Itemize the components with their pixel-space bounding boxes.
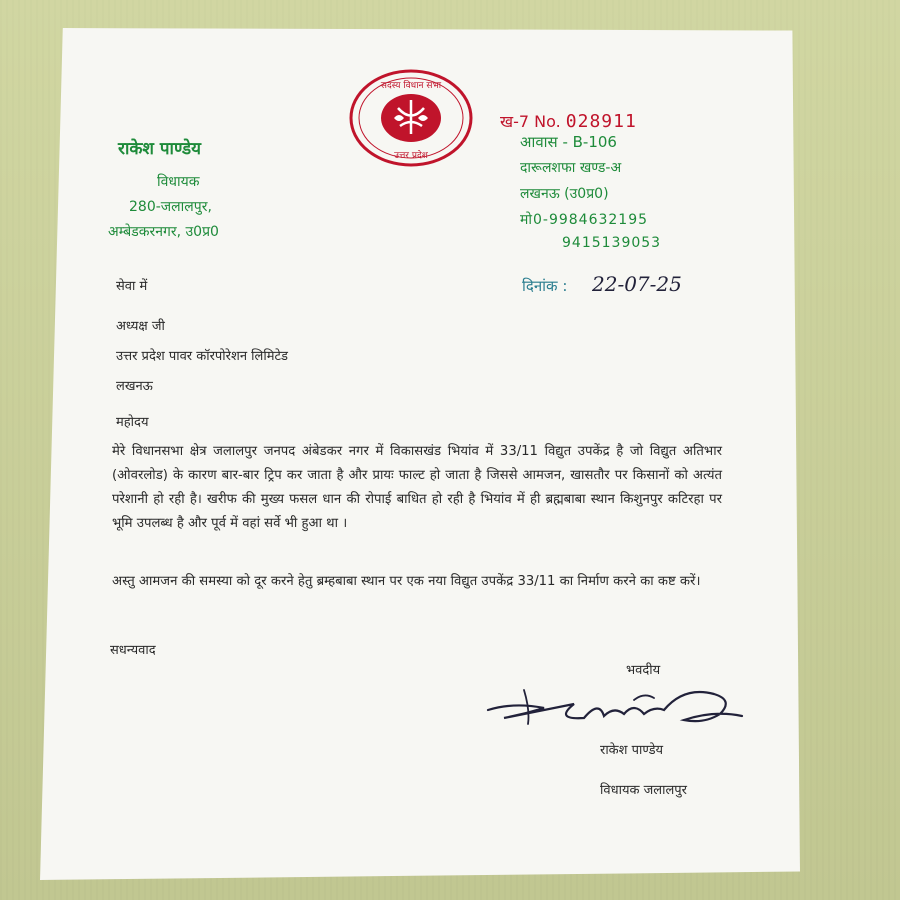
signatory-name: राकेश पाण्डेय	[600, 743, 664, 758]
mobile-line-2: 9415139053	[562, 235, 662, 251]
address-line-1: आवास - B-106	[520, 133, 617, 151]
serial-no-label: No.	[534, 112, 561, 131]
letterhead-district: अम्बेडकरनगर, उ0प्र0	[108, 224, 219, 240]
serial-prefix: ख-7	[500, 112, 530, 131]
signature-icon	[484, 680, 746, 734]
recipient-title: अध्यक्ष जी	[116, 319, 165, 334]
signatory-designation: विधायक जलालपुर	[600, 783, 687, 798]
recipient-organization: उत्तर प्रदेश पावर कॉरपोरेशन लिमिटेड	[116, 349, 289, 364]
mobile-line-1: मो0-9984632195	[520, 212, 649, 228]
serial-value: 028911	[565, 111, 637, 132]
closing-thanks: सधन्यवाद	[110, 643, 156, 658]
address-line-2: दारूलशफा खण्ड-अ	[520, 160, 622, 176]
body-paragraph-2: अस्तु आमजन की समस्या को दूर करने हेतु ब्रम्हबाबा स्थान पर एक नया विद्युत उपकेंद्र 33/11 का निर्माण करने का कष्ट करें।	[112, 574, 701, 589]
serial-number	[500, 110, 637, 132]
seal-text-top: सदस्य विधान सभा	[380, 81, 442, 91]
address-line-3: लखनऊ (उ0प्र0)	[520, 186, 609, 202]
date-value: 22-07-25	[592, 272, 682, 296]
seal-text-bottom: उत्तर प्रदेश	[394, 151, 428, 161]
recipient-city: लखनऊ	[116, 379, 153, 394]
closing-yours: भवदीय	[626, 663, 661, 678]
assembly-seal-icon	[348, 68, 474, 168]
letterhead-constituency: 280-जलालपुर,	[129, 199, 212, 215]
body-paragraph-1: मेरे विधानसभा क्षेत्र जलालपुर जनपद अंबेडकर नगर में विकासखंड भियांव में 33/11 विद्युत उपकेंद्र है जो विद्युत अतिभार (ओवरलोड) के कारण बार-बार ट्रिप कर जाता है और प्रायः फाल्ट हो जाता है जिससे आमजन, खासतौर पर किसानों को अत्यंत परेशानी हो रही है। खरीफ की मुख्य फसल धान की रोपाई बाधित हो रही है भियांव में ही ब्रह्मबाबा स्थान किशुनपुर कटिरहा पर भूमि उपलब्ध है और पूर्व में वहां सर्वे भी हुआ था ।	[112, 444, 722, 531]
salutation-to: सेवा में	[116, 279, 148, 294]
letterhead-name: राकेश पाण्डेय	[118, 139, 201, 159]
date-label: दिनांक :	[522, 277, 568, 295]
greeting: महोदय	[116, 415, 149, 430]
letterhead-designation: विधायक	[157, 174, 200, 190]
